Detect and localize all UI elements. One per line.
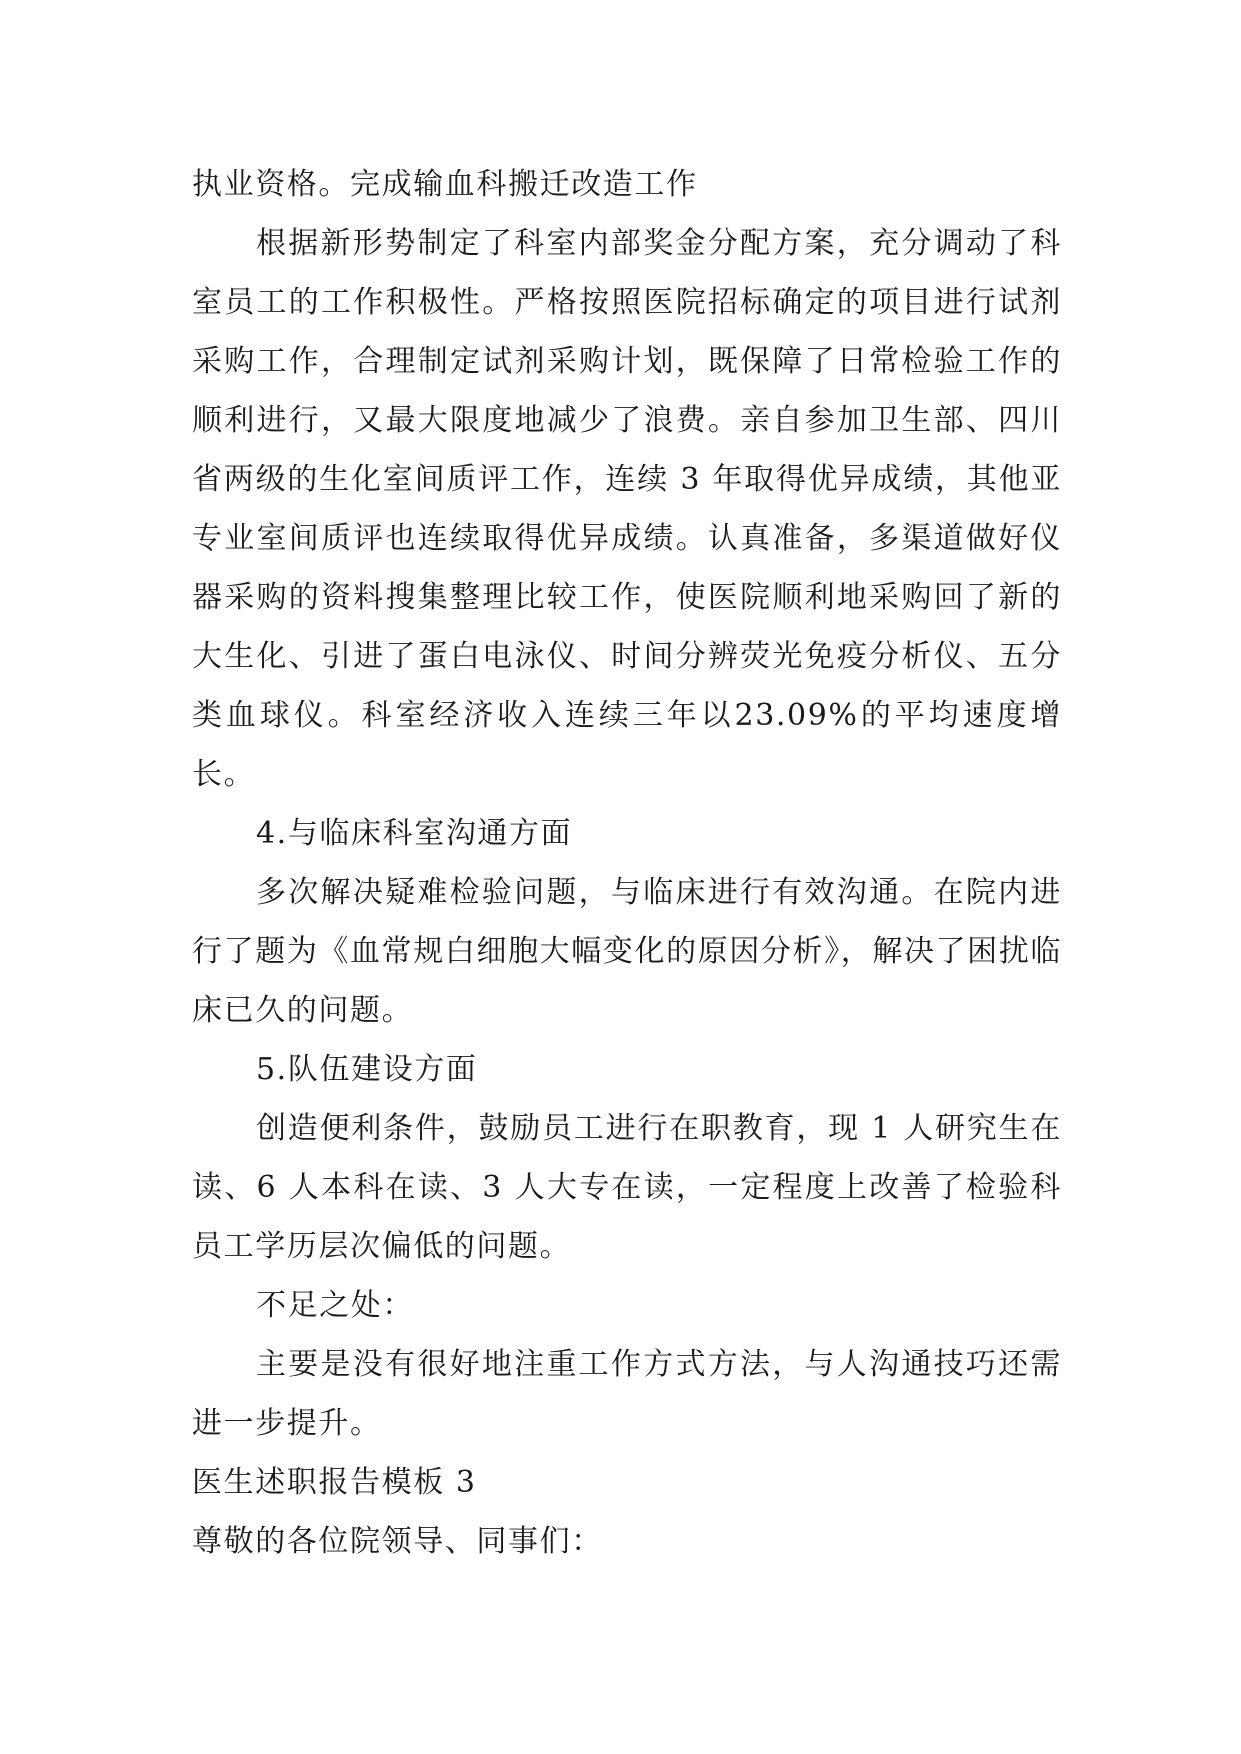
document-title-template-3: 医生述职报告模板 3 bbox=[192, 1465, 477, 1500]
paragraph-shortcomings: 主要是没有很好地注重工作方式方法，与人沟通技巧还需进一步提升。 bbox=[192, 1347, 1062, 1441]
salutation: 尊敬的各位院领导、同事们： bbox=[192, 1524, 603, 1559]
section-heading-clinical-communication: 4.与临床科室沟通方面 bbox=[256, 816, 573, 851]
paragraph-team-building: 创造便利条件，鼓励员工进行在职教育，现 1 人研究生在读、6 人本科在读、3 人大专在读，一定程度上改善了检验科员工学历层次偏低的问题。 bbox=[192, 1111, 1062, 1264]
paragraph-management-work: 根据新形势制定了科室内部奖金分配方案，充分调动了科室员工的工作积极性。严格按照医院招标确定的项目进行试剂采购工作，合理制定试剂采购计划，既保障了日常检验工作的顺利进行，又最大限度地减少了浪费。亲自参加卫生部、四川省两级的生化室间质评工作，连续 3 年取得优异成绩，其他亚专业室间质评也连续取得优异成绩。认真准备，多渠道做好仪器采购的资料搜集整理比较工作，使医院顺利地采购回了新的大生化、引进了蛋白电泳仪、时间分辨荧光免疫分析仪、五分类血球仪。科室经济收入连续三年以23.09%的平均速度增长。 bbox=[192, 226, 1062, 792]
section-heading-shortcomings: 不足之处： bbox=[256, 1288, 414, 1323]
section-heading-team-building: 5.队伍建设方面 bbox=[256, 1052, 478, 1087]
document-body bbox=[192, 155, 1062, 1571]
paragraph-clinical-communication: 多次解决疑难检验问题，与临床进行有效沟通。在院内进行了题为《血常规白细胞大幅变化的原因分析》，解决了困扰临床已久的问题。 bbox=[192, 875, 1062, 1028]
paragraph-continuation: 执业资格。完成输血科搬迁改造工作 bbox=[192, 167, 698, 202]
